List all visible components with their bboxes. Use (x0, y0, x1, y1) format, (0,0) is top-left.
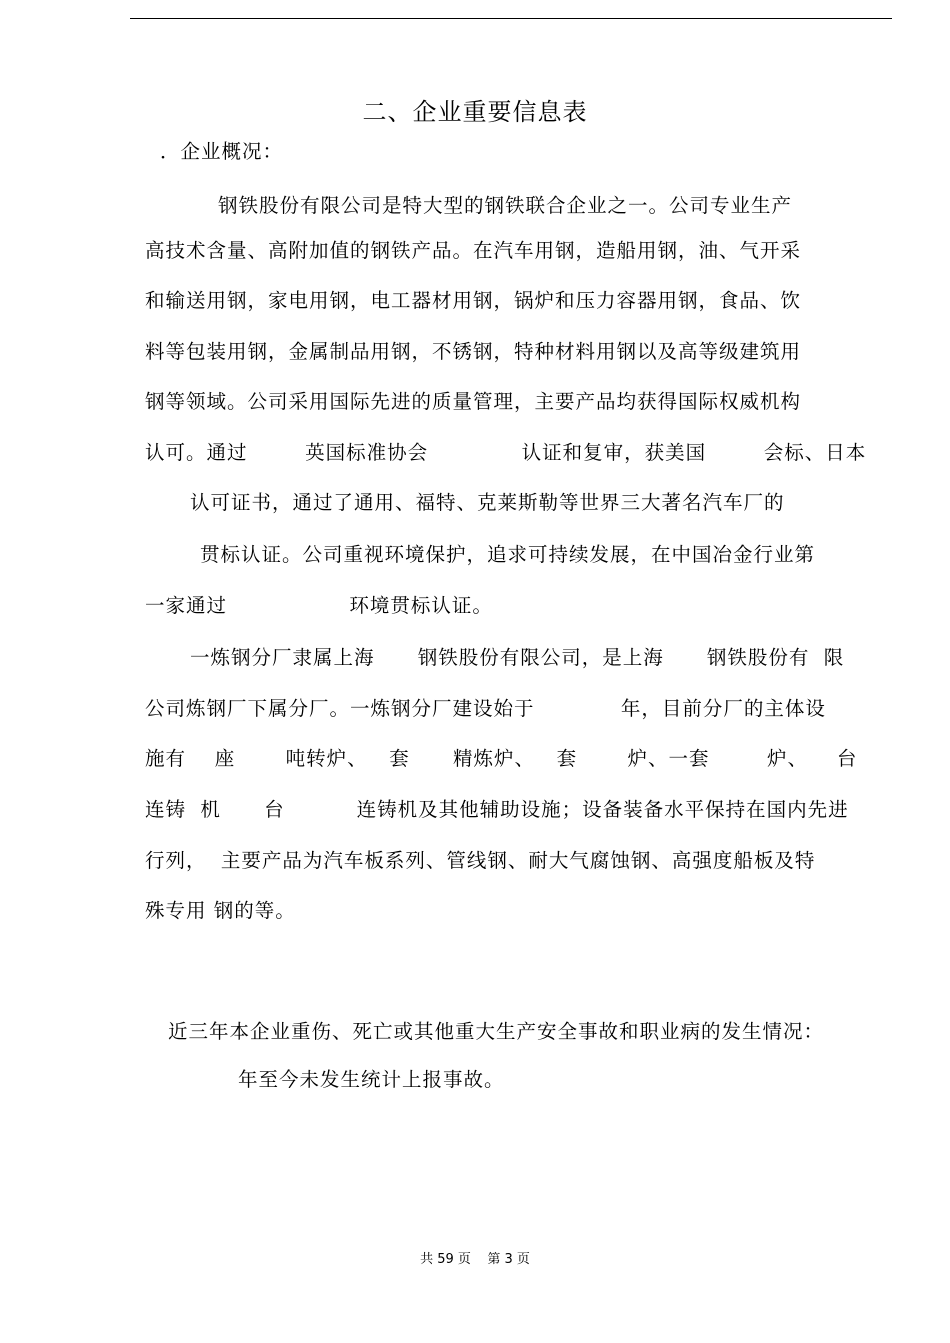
paragraph-line: 施有 座 吨转炉、 套 精炼炉、 套 炉、一套 炉、 台 (145, 747, 858, 770)
paragraph-line: 一炼钢分厂隶属上海 钢铁股份有限公司，是上海 钢铁股份有 限 (190, 646, 845, 669)
section-accidents-heading: 近三年本企业重伤、死亡或其他重大生产安全事故和职业病的发生情况： (168, 1020, 825, 1043)
paragraph-line: 料等包装用钢，金属制品用钢，不锈钢，特种材料用钢以及高等级建筑用 (145, 340, 802, 363)
paragraph-line: 钢等领域。公司采用国际先进的质量管理，主要产品均获得国际权威机构 (145, 390, 802, 413)
paragraph-line: 殊专用 钢的等。 (145, 899, 296, 922)
paragraph-line: 钢铁股份有限公司是特大型的钢铁联合企业之一。公司专业生产 (218, 194, 793, 217)
header-rule (130, 18, 892, 19)
paragraph-line: 和输送用钢，家电用钢，电工器材用钢，锅炉和压力容器用钢，食品、饮 (145, 289, 802, 312)
paragraph-line: 行列， 主要产品为汽车板系列、管线钢、耐大气腐蚀钢、高强度船板及特 (145, 849, 816, 872)
paragraph-line: 认可。通过 英国标准协会 认证和复审，获美国 会标、日本 (145, 441, 867, 464)
accidents-text: 年至今未发生统计上报事故。 (238, 1068, 505, 1091)
section-overview-heading: ．企业概况： (160, 140, 284, 163)
paragraph-line: 连铸 机 台 连铸机及其他辅助设施；设备装备水平保持在国内先进 (145, 798, 849, 821)
paragraph-line: 贯标认证。公司重视环境保护，追求可持续发展，在中国冶金行业第 (200, 543, 816, 566)
paragraph-line: 公司炼钢厂下属分厂。一炼钢分厂建设始于 年，目前分厂的主体设 (145, 697, 826, 720)
paragraph-line: 高技术含量、高附加值的钢铁产品。在汽车用钢，造船用钢，油、气开采 (145, 239, 802, 262)
page-title: 二、企业重要信息表 (362, 98, 588, 126)
page-footer: 共 59 页 第 3 页 (420, 1252, 530, 1267)
paragraph-line: 认可证书，通过了通用、福特、克莱斯勒等世界三大著名汽车厂的 (190, 491, 785, 514)
paragraph-line: 一家通过 环境贯标认证。 (145, 594, 493, 617)
